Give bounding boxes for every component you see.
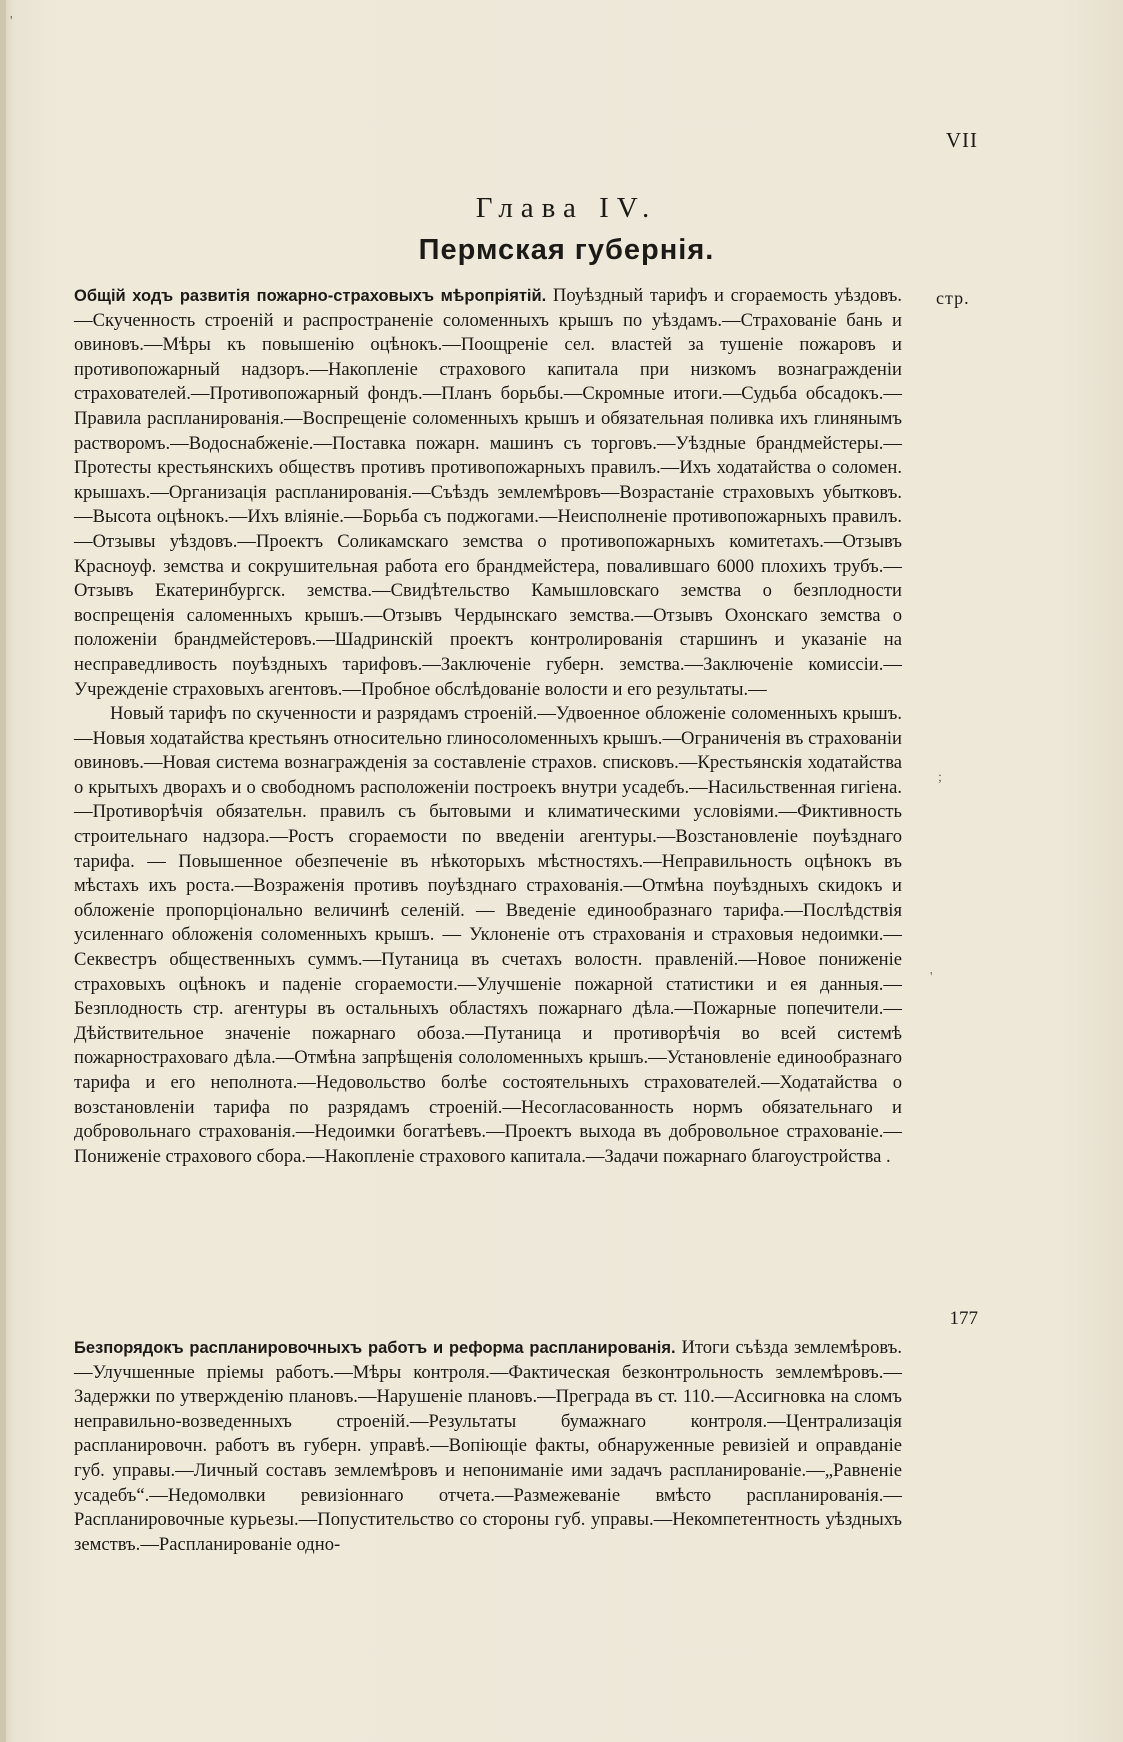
section-2-paragraph [74, 1336, 902, 1557]
section-2-text: Итоги съѣзда землемѣровъ.—Улучшенные пріемы работъ.—Мѣры контроля.—Фактическая безконтрольность землемѣровъ.—Задержки по утвержденію плановъ.—Нарушеніе плановъ.—Преграда въ ст. 110.—Ассигновка на сломъ неправильно-возведенныхъ строеній.—Результаты бумажнаго контроля.—Централизація распланировочн. работъ въ губерн. управѣ.—Вопіющіе факты, обнаруженные ревизіей и оправданіе губ. управы.—Личный составъ землемѣровъ и непониманіе ими задачъ распланированіе.—„Равненіе усадебъ“.—Недомолвки ревизіоннаго отчета.—Размежеваніе вмѣсто распланированія.—Распланировочные курьезы.—Попустительство со стороны губ. управы.—Некомпетентность уѣздныхъ земствъ.—Распланированіе одно- [74, 1337, 902, 1555]
scan-speck: ' [10, 14, 13, 29]
contents-section-2 [74, 1336, 902, 1557]
section-1-paragraph-1 [74, 284, 902, 702]
chapter-title: Пермская губернія. [418, 234, 715, 266]
scan-speck: ; [938, 770, 942, 785]
section-1-page-ref: 177 [949, 1308, 978, 1329]
section-1-paragraph-2: Новый тарифъ по скученности и разрядамъ строеній.—Удвоенное обложеніе соломенныхъ крышъ.—Новыя ходатайства крестьянъ относительно глиносоломенныхъ крышъ.—Ограниченія въ страхованіи овиновъ.—Новая система вознагражденія за составленіе страхов. списковъ.—Крестьянскія ходатайства о крытыхъ дворахъ и о свободномъ расположеніи построекъ внутри усадебъ.—Насильственная гигіена.—Противорѣчія обязательн. правилъ съ бытовыми и климатическими условіями.—Фиктивность строительнаго надзора.—Ростъ сгораемости по введеніи агентуры.—Возстановленіе поуѣзднаго тарифа. — Повышенное обезпеченіе въ нѣкоторыхъ мѣстностяхъ.—Неправильность оцѣнокъ въ мѣстахъ ихъ роста.—Возраженія противъ поуѣзднаго страхованія.—Отмѣна поуѣздныхъ скидокъ и обложеніе пропорціонально величинѣ селеній. — Введеніе единообразнаго тарифа.—Послѣдствія усиленнаго обложенія соломенныхъ крышъ. — Уклоненіе отъ страхованія и страховыя недоимки.—Секвестръ общественныхъ суммъ.—Путаница въ счетахъ волостн. правленій.—Новое пониженіе страховыхъ оцѣнокъ и паденіе сгораемости.—Улучшеніе пожарной статистики и ея данныя.—Безплодность стр. агентуры въ остальныхъ областяхъ пожарнаго дѣла.—Пожарные попечители.—Дѣйствительное значеніе пожарнаго обоза.—Путаница и противорѣчія во всей системѣ пожарностраховаго дѣла.—Отмѣна запрѣщенія сололоменныхъ крышъ.—Установленіе единообразнаго тарифа и его неполнота.—Недовольство болѣе состоятельныхъ страхователей.—Ходатайства о возстановленіи тарифа по разрядамъ строеній.—Несогласованность нормъ обязательнаго и добровольнаго страхованія.—Недоимки богатѣевъ.—Проектъ выхода въ добровольное страхованіе.—Пониженіе страхового сбора.—Накопленіе страхового капитала.—Задачи пожарнаго благоустройства . [74, 703, 902, 1167]
page-column-header: стр. [936, 288, 970, 308]
section-1-lead: Общій ходъ развитія пожарно-страховыхъ мѣропріятій. [74, 287, 547, 305]
section-1-paragraph-1-text: Поуѣздный тарифъ и сгораемость уѣздовъ.—Скученность строеній и распространеніе соломенныхъ крышъ по уѣздамъ.—Страхованіе бань и овиновъ.—Мѣры къ повышенію оцѣнокъ.—Поощреніе сел. властей за тушеніе пожаровъ и противопожарный надзоръ.—Накопленіе страхового капитала при низкомъ вознагражденіи страхователей.—Противопожарный фондъ.—Планъ борьбы.—Скромные итоги.—Судьба обсадокъ.—Правила распланированія.—Воспрещеніе соломенныхъ крышъ и обязательная поливка ихъ глинянымъ растворомъ.—Водоснабженіе.—Поставка пожарн. машинъ съ торговъ.—Уѣздные брандмейстеры.—Протесты крестьянскихъ обществъ противъ противопожарныхъ правилъ.—Ихъ ходатайства о соломен. крышахъ.—Организація распланированія.—Съѣздъ землемѣровъ—Возрастаніе страховыхъ убытковъ.—Высота оцѣнокъ.—Ихъ вліяніе.—Борьба съ поджогами.—Неисполненіе противопожарныхъ правилъ.—Отзывы уѣздовъ.—Проектъ Соликамскаго земства о противопожарныхъ комитетахъ.—Отзывъ Красноуф. земства и сокрушительная работа его брандмейстера, повалившаго 6000 плохихъ трубъ.—Отзывъ Екатеринбургск. земства.—Свидѣтельство Камышловскаго земства о безплодности воспрещенія саломенныхъ крышъ.—Отзывъ Чердынскаго земства.—Отзывъ Охонскаго земства о положеніи брандмейстеровъ.—Шадринскій проектъ контролированія старшинъ и указаніе на несправедливость поуѣздныхъ тарифовъ.—Заключеніе губерн. земства.—Заключеніе комиссіи.—Учрежденіе страховыхъ агентовъ.—Пробное обслѣдованіе волости и его результаты.— [74, 285, 902, 700]
scan-speck: ' [930, 970, 933, 985]
section-2-lead: Безпорядокъ распланировочныхъ работъ и реформа распланированія. [74, 1339, 676, 1357]
page-number: VII [945, 128, 978, 152]
chapter-heading: Глава IV. [475, 192, 658, 224]
contents-section-1 [74, 284, 902, 1169]
